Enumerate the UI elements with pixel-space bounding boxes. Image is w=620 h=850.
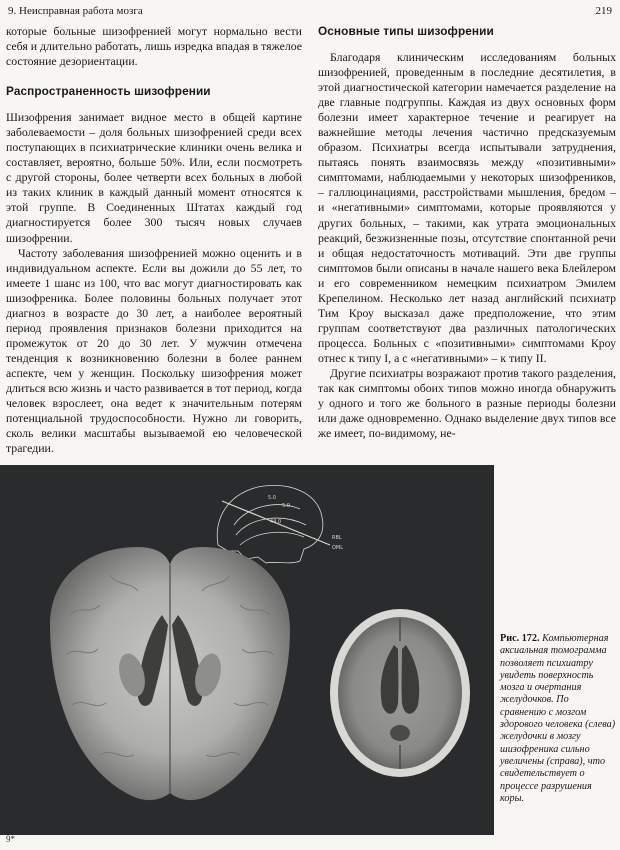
running-head — [8, 4, 612, 18]
right-column — [318, 24, 616, 441]
paragraph-types-1: Благодаря клиническим исследованиям больных шизофренией, проведенным в последние десятилетия, в этой диагностической категории намечается разделение на две главные подгруппы. Каждая из двух основных форм болезни имеет характерное течение и реагирует на важнейшие методы лечения частично предсказуемым образом. Психиатры всегда испытывали затруднения, пытаясь понять взаимосвязь между «позитивными» симптомами, наблюдаемыми у некоторых шизофреников, – галлюцинациями, расстройствами мышления, бредом – и «негативными» симптомами, которые проявляются у других больных, – такими, как утрата эмоциональных реакций, безжизненные позы, отсутствие спонтанной речи и общая недостаточность мотиваций. Эти две группы симптомов были описаны в начале нашего века Блейлером и его современником немецким психиатром Эмилем Крепелином. Несколько лет назад английский психиатр Тим Кроу высказал даже предположение, что этим группам соответствуют два различных патологических процесса. Больных с «позитивными» симптомами Кроу отнес к типу I, а с «негативными» – к типу II. — [318, 50, 616, 365]
brain-scans-illustration — [0, 465, 494, 835]
scan-label-1: 5.0 — [268, 495, 276, 501]
figure-caption-text: Компьютерная аксиальная томограмма позволяет психиатру увидеть поверхность мозга и очертания желудочков. По сравнению с мозгом здорового человека (слева) желудочки в мозгу шизофреника сильно увеличены (справа), что свидетельствует о процессе разрушения коры. — [500, 633, 616, 804]
signature-mark: 9* — [6, 834, 15, 844]
scan-label-rbl: RBL — [332, 535, 342, 541]
section-heading-types: Основные типы шизофрении — [318, 24, 494, 38]
page-number: 219 — [595, 5, 612, 17]
figure-label: Рис. 172. — [500, 633, 540, 644]
scan-label-2: 5.0 — [282, 503, 290, 509]
scan-label-oml: OML — [332, 545, 344, 551]
paragraph-prevalence-1: Шизофрения занимает видное место в общей картине заболеваемости – доля больных шизофренией среди всех поступающих в психиатрические клиники очень велика и составляет, вероятно, больше 50%. Или, если посмотреть с другой стороны, более четверти всех больных в любой из таких клиник в каждый данный момент относятся к этой группе. В Соединенных Штатах каждый год диагностируется более 300 тысяч новых случаев шизофрении. — [6, 110, 302, 245]
scan-label-3: 44.0 — [270, 519, 282, 525]
paragraph-continued: которые больные шизофренией могут нормально вести себя и длительно работать, лишь изредка впадая в тяжелое состояние дезориентации. — [6, 24, 302, 69]
paragraph-types-2: Другие психиатры возражают против такого разделения, так как симптомы обоих типов можно иногда обнаружить у одного и того же больного в разные периоды болезни или даже одновременно. Однако выделение двух типов все же имеет, по-видимому, не- — [318, 365, 616, 441]
left-column — [6, 24, 302, 456]
ct-scan-schizophrenic-brain — [330, 609, 470, 777]
paragraph-prevalence-2: Частоту заболевания шизофренией можно оценить и в индивидуальном аспекте. Если вы дожили до 55 лет, то имеете 1 шанс из 100, что вас могут диагностировать как шизофреника. Более половины больных получает этот диагноз в возрасте до 30 лет, а наиболее вероятный период проявления признаков болезни приходится на промежуток от 20 до 30 лет. У мужчин отмечена тенденция к возникновению болезни в более раннем аспекте, чем у женщин. Поскольку шизофрения может длиться всю жизнь и часто развивается в тот период, когда человек взрослеет, она ведет к значительным потерям потенциальной трудоспособности. Нужно ли говорить, сколь велики масштабы вызываемой ею человеческой трагедии. — [6, 245, 302, 456]
figure-caption — [500, 633, 616, 805]
brain-figure — [0, 465, 494, 835]
section-heading-prevalence: Распространенность шизофрении — [6, 84, 211, 99]
chapter-title: 9. Неисправная работа мозга — [8, 5, 143, 17]
healthy-brain-slice — [50, 547, 290, 800]
